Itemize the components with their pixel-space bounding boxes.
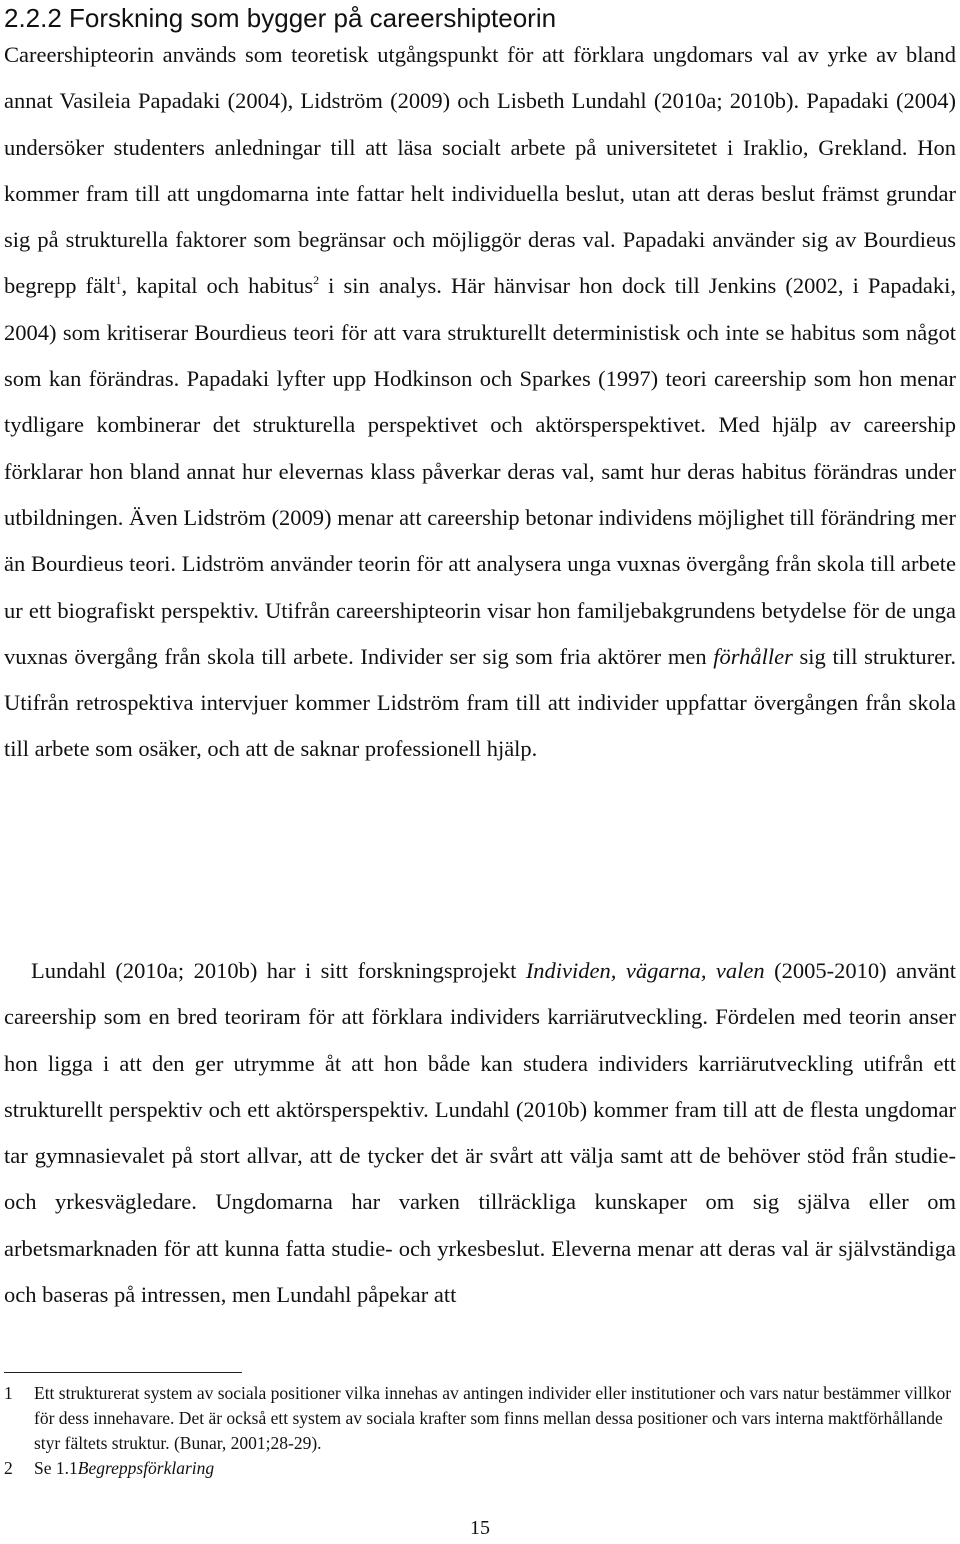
page-number: 15 (470, 1517, 490, 1539)
paragraph-1-emphasis: förhåller (713, 643, 793, 669)
footnotes (4, 1381, 952, 1481)
footnote-1 (4, 1381, 952, 1456)
body-paragraph-1 (4, 32, 956, 773)
footnote-number: 2 (4, 1458, 13, 1478)
footnote-ref-1[interactable]: 1 (115, 273, 122, 288)
footnote-text: Se 1.1 (34, 1458, 78, 1478)
section-heading: 2.2.2 Forskning som bygger på careershipteorin (4, 3, 557, 33)
paragraph-1-text-a: Careershipteorin används som teoretisk utgångspunkt för att förklara ungdomars val av yrke av bland annat Vasileia Papadaki (2004), Lidström (2009) och Lisbeth Lundahl (2010a; 2010b). Papadaki (2004) undersöker studenters anledningar till att läsa socialt arbete på universitetet i Iraklio, Grekland. Hon kommer fram till att ungdomarna inte fattar helt individuella beslut, utan att deras beslut främst grundar sig på strukturella faktorer som begränsar och möjliggör deras val. Papadaki använder sig av Bourdieus begrepp fält (4, 42, 956, 299)
paragraph-2-text-a: Lundahl (2010a; 2010b) har i sitt forskningsprojekt (31, 958, 526, 983)
footnote-ref-2[interactable]: 2 (313, 273, 320, 288)
paragraph-1-text-d: sig till strukturer. Utifrån retrospektiva intervjuer kommer Lidström fram till att individer uppfattar övergången från skola till arbete som osäker, och att de saknar professionell hjälp. (4, 643, 956, 762)
paragraph-1-text-c: i sin analys. Här hänvisar hon dock till Jenkins (2002, i Papadaki, 2004) som kritiserar Bourdieus teori för att vara strukturellt deterministisk och inte se habitus som något som kan förändras. Papadaki lyfter upp Hodkinson och Sparkes (1997) teori careership som hon menar tydligare kombinerar det strukturella perspektivet och aktörsperspektivet. Med hjälp av careership förklarar hon bland annat hur elevernas klass påverkar deras val, samt hur deras habitus förändras under utbildningen. Även Lidström (2009) menar att careership betonar individens möjlighet till förändring mer än Bourdieus teori. Lidström använder teorin för att analysera unga vuxnas övergång från skola till arbete ur ett biografiskt perspektiv. Utifrån careershipteorin visar hon familjebakgrundens betydelse för de unga vuxnas övergång från skola till arbete. Individer ser sig som fria aktörer men (4, 273, 956, 669)
footnote-separator (4, 1372, 242, 1373)
footnote-text-container (34, 1456, 952, 1481)
footnote-text: Ett strukturerat system av sociala positioner vilka innehas av antingen individer eller institutioner och vars natur bestämmer villkor för dess innehavare. Det är också ett system av sociala krafter som finns mellan dessa positioner och vars interna maktförhållande styr fältets struktur. (Bunar, 2001;28-29). (34, 1383, 952, 1453)
footnote-number: 1 (4, 1383, 13, 1403)
paragraph-2-project-title: Individen, vägarna, valen (525, 958, 765, 983)
paragraph-1-text-b: , kapital och habitus (121, 273, 314, 299)
footnote-reference-title: Begreppsförklaring (77, 1458, 215, 1478)
footnote-2 (4, 1456, 952, 1481)
paragraph-2-text-b: (2005-2010) använt careership som en bred teoriram för att förklara individers karriärutveckling. Fördelen med teorin anser hon ligga i att den ger utrymme åt att hon både kan studera individers karriärutveckling utifrån ett strukturellt perspektiv och ett aktörsperspektiv. Lundahl (2010b) kommer fram till att de flesta ungdomar tar gymnasievalet på stort allvar, att de tycker det är svårt att välja samt att de behöver stöd från studie- och yrkesvägledare. Ungdomarna har varken tillräckliga kunskaper om sig själva eller om arbetsmarknaden för att kunna fatta studie- och yrkesbeslut. Eleverna menar att deras val är självständiga och baseras på intressen, men Lundahl påpekar att (4, 958, 957, 1308)
body-paragraph-2 (4, 948, 956, 1318)
